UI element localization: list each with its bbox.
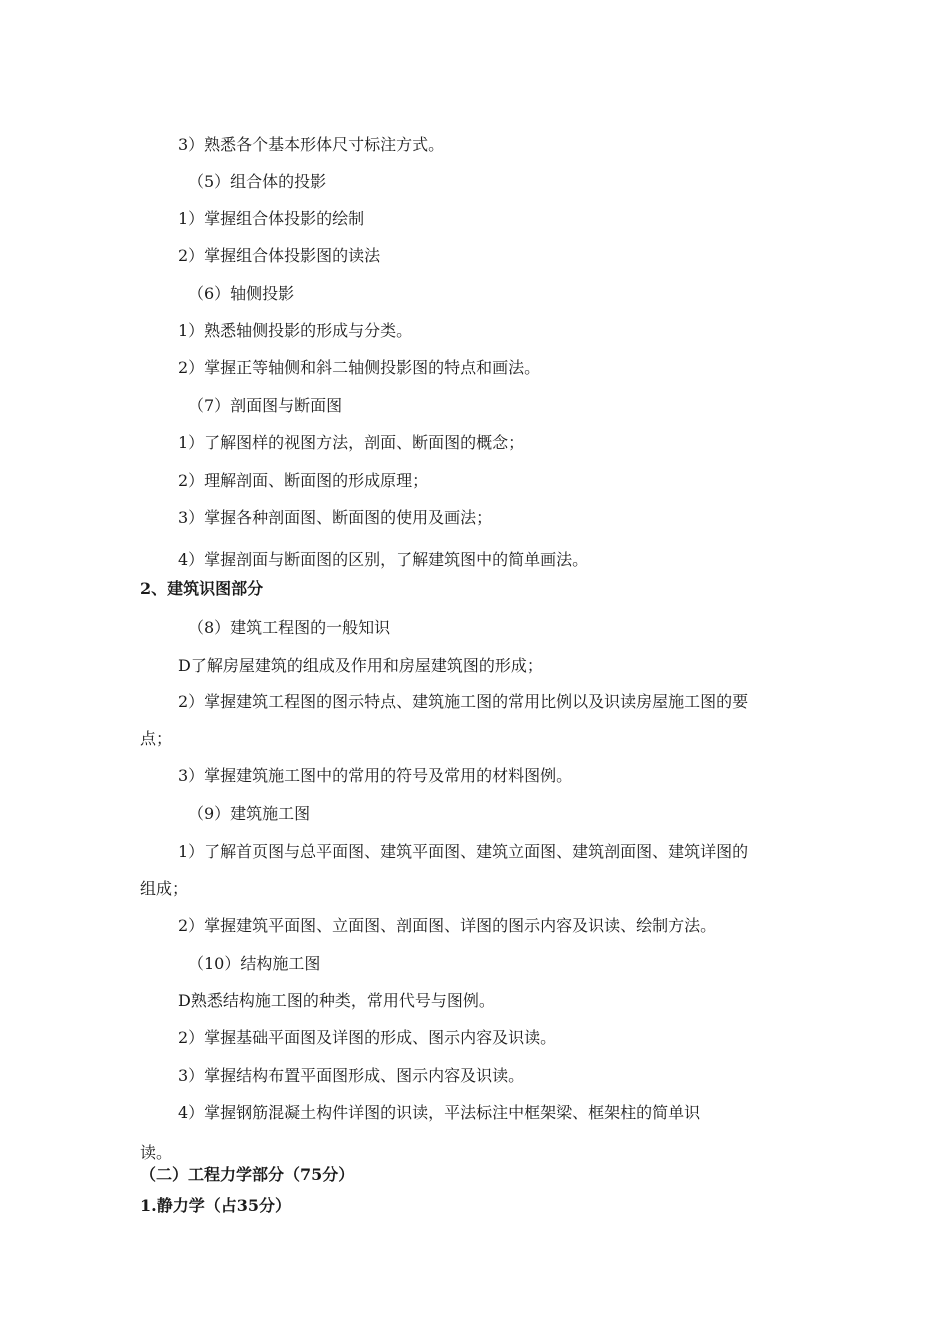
chapter-heading: （二）工程力学部分（75分） <box>140 1165 355 1184</box>
text-line: 2）理解剖面、断面图的形成原理； <box>178 471 429 490</box>
text-line-continuation: 读。 <box>140 1143 173 1162</box>
text-line: D了解房屋建筑的组成及作用和房屋建筑图的形成； <box>178 656 543 675</box>
text-line: 3）掌握建筑施工图中的常用的符号及常用的材料图例。 <box>178 766 573 785</box>
text-line-continuation: 点； <box>140 729 173 748</box>
text-line: 4）掌握钢筋混凝土构件详图的识读，平法标注中框架梁、框架柱的简单识 <box>178 1103 701 1122</box>
text-line: 4）掌握剖面与断面图的区别，了解建筑图中的简单画法。 <box>178 550 589 569</box>
text-line: 2）掌握建筑平面图、立面图、剖面图、详图的图示内容及识读、绘制方法。 <box>178 916 717 935</box>
section-heading: （7）剖面图与断面图 <box>188 396 343 415</box>
section-heading: （10）结构施工图 <box>188 954 321 973</box>
section-heading: （9）建筑施工图 <box>188 804 311 823</box>
text-line: 2）掌握组合体投影图的读法 <box>178 246 381 265</box>
section-heading: （8）建筑工程图的一般知识 <box>188 618 391 637</box>
text-line-continuation: 组成； <box>140 879 189 898</box>
text-line: 2）掌握正等轴侧和斜二轴侧投影图的特点和画法。 <box>178 358 541 377</box>
text-line: 3）掌握结构布置平面图形成、图示内容及识读。 <box>178 1066 525 1085</box>
text-line: 3）熟悉各个基本形体尺寸标注方式。 <box>178 135 445 154</box>
section-heading: （6）轴侧投影 <box>188 284 295 303</box>
text-line: D熟悉结构施工图的种类，常用代号与图例。 <box>178 991 495 1010</box>
subchapter-heading: 1.静力学（占35分） <box>140 1196 291 1215</box>
text-line: 2）掌握建筑工程图的图示特点、建筑施工图的常用比例以及识读房屋施工图的要 <box>178 692 749 711</box>
section-heading: （5）组合体的投影 <box>188 172 327 191</box>
text-line: 3）掌握各种剖面图、断面图的使用及画法； <box>178 508 493 527</box>
text-line: 2）掌握基础平面图及详图的形成、图示内容及识读。 <box>178 1028 557 1047</box>
text-line: 1）熟悉轴侧投影的形成与分类。 <box>178 321 413 340</box>
text-line: 1）掌握组合体投影的绘制 <box>178 209 365 228</box>
part-heading: 2、建筑识图部分 <box>140 579 264 598</box>
text-line: 1）了解图样的视图方法，剖面、断面图的概念； <box>178 433 525 452</box>
text-line: 1）了解首页图与总平面图、建筑平面图、建筑立面图、建筑剖面图、建筑详图的 <box>178 842 749 861</box>
